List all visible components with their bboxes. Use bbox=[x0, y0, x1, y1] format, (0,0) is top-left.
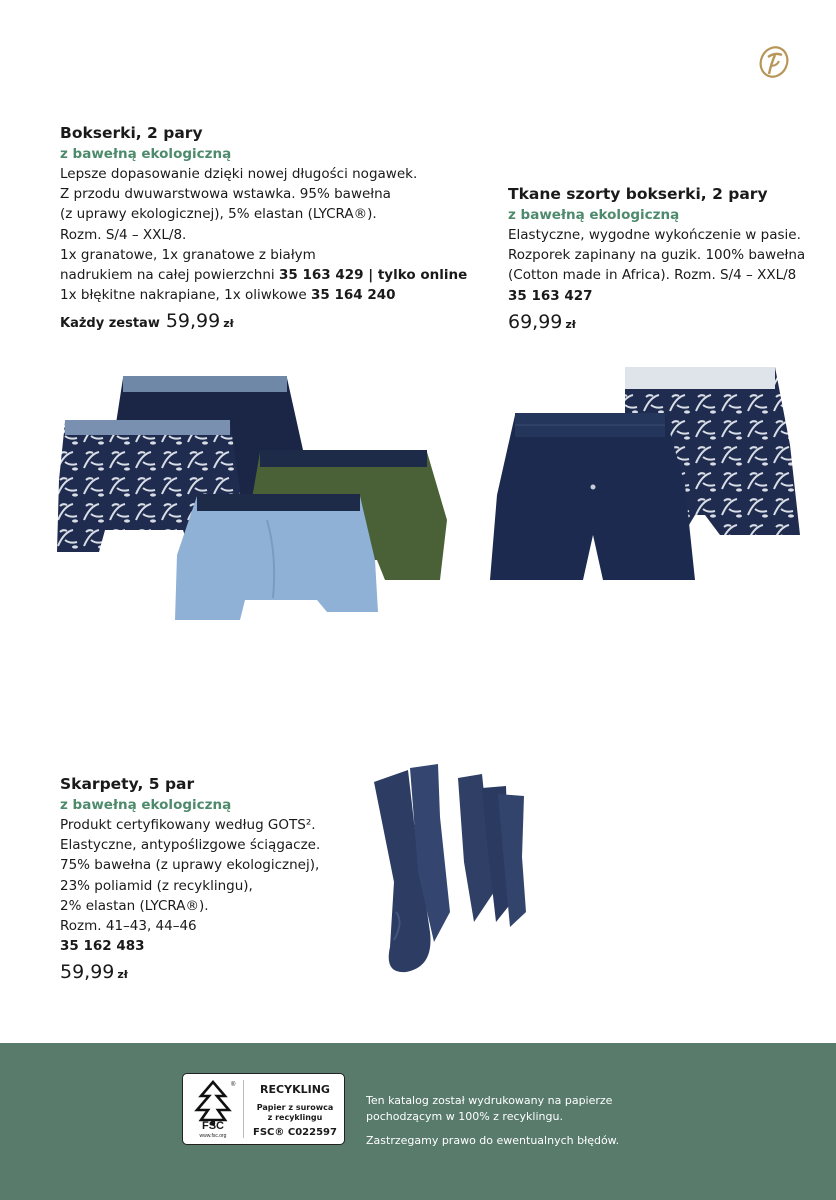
desc-line: Elastyczne, wygodne wykończenie w pasie. bbox=[508, 227, 801, 243]
price-value: 59,99 bbox=[60, 961, 115, 984]
tchibo-logo-icon bbox=[757, 44, 791, 80]
desc-line: Z przodu dwuwarstwowa wstawka. 95% bawełna bbox=[60, 186, 391, 203]
fsc-recycling-label bbox=[182, 1073, 345, 1145]
desc-line: Rozporek zapinany na guzik. 100% bawełna bbox=[508, 247, 806, 264]
desc-line: 23% poliamid (z recyklingu), bbox=[60, 877, 253, 894]
product-socks bbox=[60, 774, 320, 986]
product-subtitle: z bawełną ekologiczną bbox=[508, 207, 680, 223]
fsc-code: FSC® C022597 bbox=[253, 1127, 337, 1138]
price-value: 59,99 bbox=[165, 310, 221, 333]
product-title: Bokserki, 2 pary bbox=[60, 124, 203, 142]
desc-line: Elastyczne, antypoślizgowe ściągacze. bbox=[60, 837, 321, 854]
fsc-subtext-line: Papier z surowca bbox=[256, 1103, 334, 1112]
desc-line: Produkt certyfikowany według GOTS². bbox=[60, 817, 316, 833]
footer-note bbox=[366, 1093, 619, 1149]
price-currency: zł bbox=[565, 317, 576, 331]
price-row bbox=[60, 962, 320, 985]
fsc-subtext-line: z recyklingu bbox=[267, 1113, 323, 1122]
fsc-url: www.fsc.org bbox=[199, 1133, 227, 1139]
footer-note-line: Zastrzegamy prawo do ewentualnych błędów. bbox=[366, 1134, 620, 1147]
desc-line: Lepsze dopasowanie dzięki nowej długości nogawek. bbox=[60, 166, 418, 182]
footer-note-line: Ten katalog został wydrukowany na papierze bbox=[366, 1094, 613, 1107]
product-woven-boxer-shorts bbox=[508, 184, 805, 335]
footer-note-line: pochodzącym w 100% z recyklingu. bbox=[366, 1110, 563, 1123]
price-prefix: Każdy zestaw bbox=[60, 316, 160, 332]
desc-text: nadrukiem na całej powierzchni bbox=[60, 267, 279, 284]
fsc-subtext bbox=[249, 1103, 341, 1123]
product-title: Skarpety, 5 par bbox=[60, 775, 195, 793]
article-number: 35 162 483 bbox=[60, 938, 145, 955]
price-currency: zł bbox=[117, 968, 128, 982]
fsc-wordmark: FSC bbox=[202, 1120, 224, 1132]
product-title: Tkane szorty bokserki, 2 pary bbox=[508, 185, 768, 203]
article-number: 35 163 427 bbox=[508, 287, 593, 304]
price-row bbox=[60, 311, 467, 334]
desc-line: 1x granatowe, 1x granatowe z białym bbox=[60, 246, 316, 263]
desc-line: Rozm. 41–43, 44–46 bbox=[60, 918, 197, 935]
product-subtitle: z bawełną ekologiczną bbox=[60, 797, 232, 813]
boxer-briefs-image bbox=[55, 370, 455, 635]
price-row bbox=[508, 312, 805, 335]
article-number: 35 163 429 | tylko online bbox=[278, 267, 468, 284]
product-subtitle: z bawełną ekologiczną bbox=[60, 146, 232, 162]
desc-line: Rozm. S/4 – XXL/8. bbox=[60, 226, 187, 243]
socks-image bbox=[370, 762, 540, 977]
fsc-divider bbox=[243, 1080, 244, 1138]
price-currency: zł bbox=[223, 317, 234, 331]
article-number: 35 164 240 bbox=[311, 287, 396, 304]
product-boxer-briefs bbox=[60, 123, 467, 335]
desc-line: 75% bawełna (z uprawy ekologicznej), bbox=[60, 857, 320, 874]
woven-boxer-shorts-image bbox=[485, 365, 805, 590]
desc-text: 1x błękitne nakrapiane, 1x oliwkowe bbox=[60, 287, 312, 304]
desc-line-article bbox=[60, 285, 467, 305]
desc-line: (Cotton made in Africa). Rozm. S/4 – XXL/8 bbox=[508, 267, 797, 284]
svg-text:®: ® bbox=[231, 1082, 236, 1088]
desc-line: (z uprawy ekologicznej), 5% elastan (LYCRA®). bbox=[60, 206, 377, 223]
fsc-heading: RECYKLING bbox=[260, 1083, 330, 1096]
desc-line-article bbox=[60, 265, 467, 285]
desc-line: 2% elastan (LYCRA®). bbox=[60, 897, 209, 914]
price-value: 69,99 bbox=[508, 310, 563, 333]
